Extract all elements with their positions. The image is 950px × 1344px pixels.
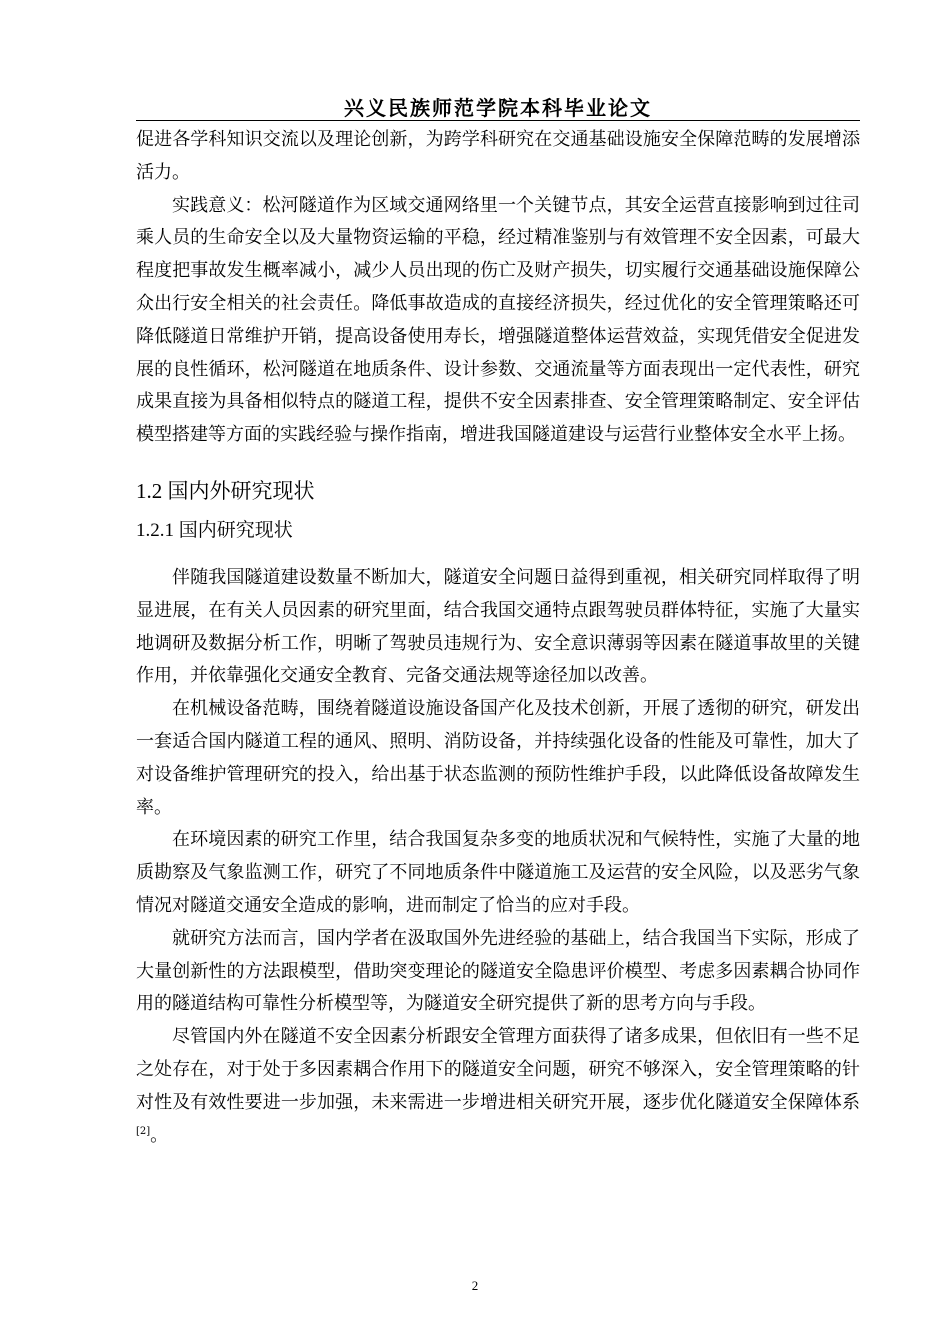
citation-reference[interactable]: [2] [136, 1125, 151, 1137]
page-number: 2 [471, 1278, 479, 1293]
last-paragraph-text: 尽管国内外在隧道不安全因素分析跟安全管理方面获得了诸多成果，但依旧有一些不足之处存在，对于处于多因素耦合作用下的隧道安全问题，研究不够深入，安全管理策略的针对性及有效性要进一步加强，未来需进一步增进相关研究开展，逐步优化隧道安全保障体系 [136, 1026, 860, 1113]
subsection-heading: 1.2.1 国内研究现状 [136, 519, 293, 541]
last-paragraph [136, 1021, 860, 1152]
page-body [136, 124, 860, 1152]
body-paragraph: 伴随我国隧道建设数量不断加大，隧道安全问题日益得到重视，相关研究同样取得了明显进展，在有关人员因素的研究里面，结合我国交通特点跟驾驶员群体特征，实施了大量实地调研及数据分析工作，明晰了驾驶员违规行为、安全意识薄弱等因素在隧道事故里的关键作用，并依靠强化交通安全教育、完备交通法规等途径加以改善。 [136, 566, 860, 687]
section-heading: 1.2 国内外研究现状 [136, 478, 315, 503]
page-header-title: 兴义民族师范学院本科毕业论文 [344, 96, 652, 120]
continued-paragraph: 促进各学科知识交流以及理论创新，为跨学科研究在交通基础设施安全保障范畴的发展增添活力。 [136, 129, 860, 183]
body-paragraph: 在机械设备范畴，围绕着隧道设施设备国产化及技术创新，开展了透彻的研究，研发出一套适合国内隧道工程的通风、照明、消防设备，并持续强化设备的性能及可靠性，加大了对设备维护管理研究的投入，给出基于状态监测的预防性维护手段，以此降低设备故障发生率。 [136, 698, 860, 818]
practical-significance-paragraph: 实践意义：松河隧道作为区域交通网络里一个关键节点，其安全运营直接影响到过往司乘人员的生命安全以及大量物资运输的平稳，经过精准鉴别与有效管理不安全因素，可最大程度把事故发生概率减小，减少人员出现的伤亡及财产损失，切实履行交通基础设施保障公众出行安全相关的社会责任。降低事故造成的直接经济损失，经过优化的安全管理策略还可降低隧道日常维护开销，提高设备使用寿长，增强隧道整体运营效益，实现凭借安全促进发展的良性循环，松河隧道在地质条件、设计参数、交通流量等方面表现出一定代表性，研究成果直接为具备相似特点的隧道工程，提供不安全因素排查、安全管理策略制定、安全评估模型搭建等方面的实践经验与操作指南，增进我国隧道建设与运营行业整体安全水平上扬。 [136, 194, 860, 446]
header-rule [136, 120, 860, 121]
last-paragraph-end: 。 [150, 1124, 169, 1146]
body-paragraph: 就研究方法而言，国内学者在汲取国外先进经验的基础上，结合我国当下实际，形成了大量创新性的方法跟模型，借助突变理论的隧道安全隐患评价模型、考虑多因素耦合协同作用的隧道结构可靠性分析模型等，为隧道安全研究提供了新的思考方向与手段。 [136, 927, 860, 1015]
body-paragraph: 在环境因素的研究工作里，结合我国复杂多变的地质状况和气候特性，实施了大量的地质勘察及气象监测工作，研究了不同地质条件中隧道施工及运营的安全风险，以及恶劣气象情况对隧道交通安全造成的影响，进而制定了恰当的应对手段。 [136, 829, 860, 916]
